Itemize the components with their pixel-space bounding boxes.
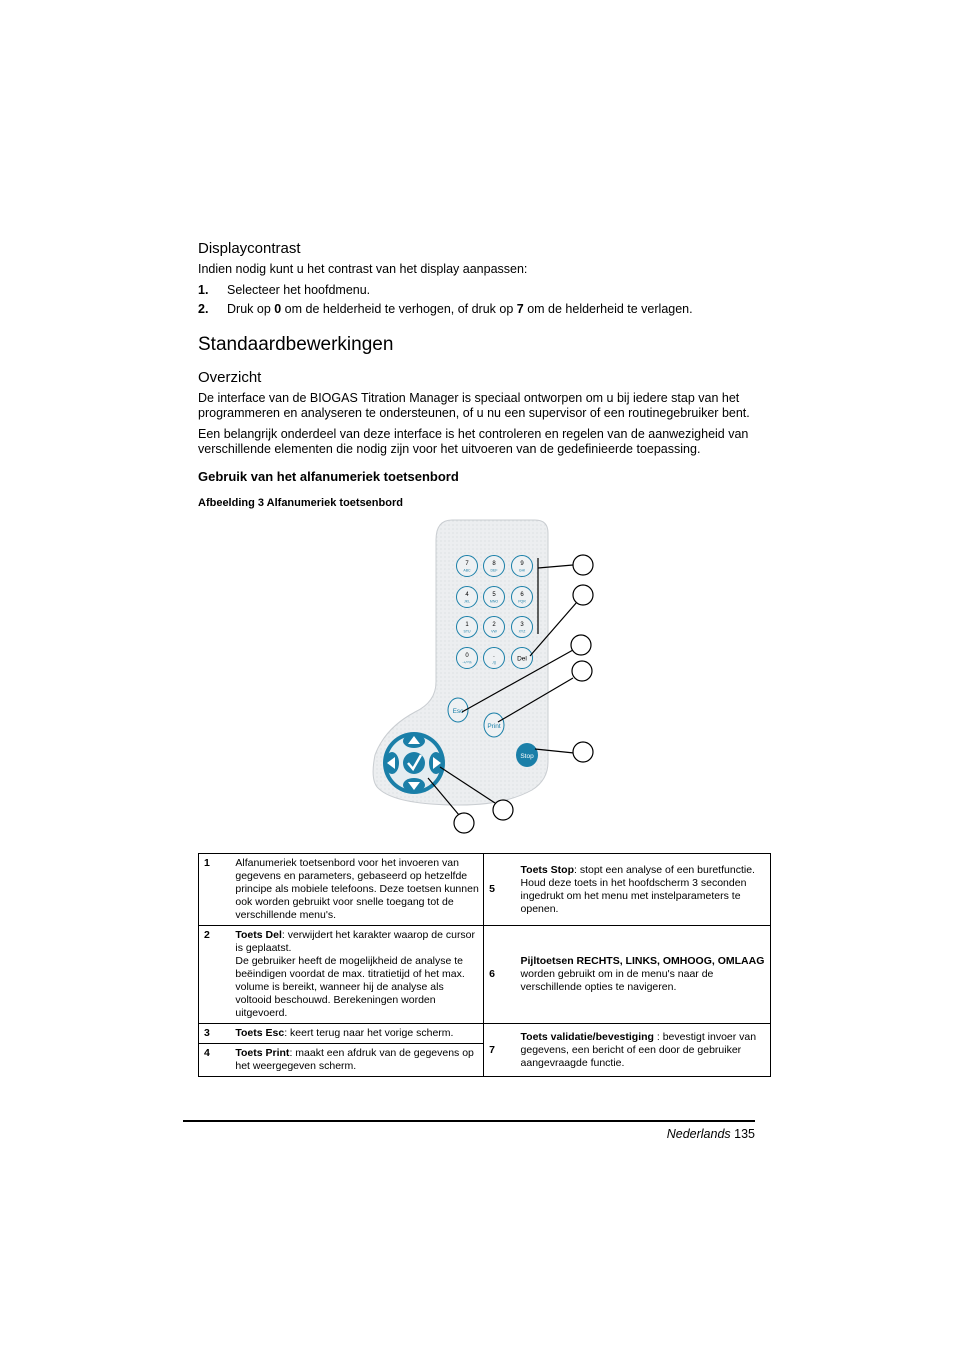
- subheading-overzicht: Overzicht: [198, 369, 262, 386]
- key-main-label: 6: [520, 592, 524, 598]
- key-sub-label: PQR: [518, 599, 526, 604]
- step-2: [198, 302, 758, 318]
- key-main-label: 2: [492, 622, 496, 628]
- legend-num: 5: [484, 854, 513, 926]
- legend-row: [199, 854, 771, 926]
- arrow-pad[interactable]: [383, 732, 445, 794]
- key-sub-label: JKL: [463, 599, 471, 604]
- legend-row: [199, 1024, 771, 1044]
- key-main-label: 4: [465, 592, 469, 598]
- callout-4: [572, 661, 592, 681]
- step-number: 2.: [198, 302, 209, 316]
- key-main-label: 1: [465, 622, 469, 628]
- key-sub-label: STU: [463, 629, 471, 634]
- callout-6: [493, 800, 513, 820]
- key-7[interactable]: [457, 617, 478, 638]
- esc-key-label: Esc: [452, 708, 464, 715]
- key-main-label: 3: [520, 622, 524, 628]
- key-sub-label: -+/=%: [462, 660, 472, 665]
- keyboard-heading: Gebruik van het alfanumeriek toetsenbord: [198, 469, 459, 484]
- legend-num: 4: [199, 1044, 228, 1077]
- step-1: [198, 283, 758, 299]
- print-key[interactable]: [484, 713, 504, 737]
- figure-caption: Afbeelding 3 Alfanumeriek toetsenbord: [198, 497, 403, 509]
- key-seven: 7: [516, 302, 524, 316]
- callout-1: [573, 555, 593, 575]
- section-heading-displaycontrast: Displaycontrast: [198, 240, 301, 257]
- contrast-intro: Indien nodig kunt u het contrast van het display aanpassen:: [198, 262, 528, 276]
- key-sub-label: ABC: [463, 568, 471, 573]
- key-sub-label: VW: [491, 629, 497, 634]
- footer-rule: [183, 1120, 755, 1122]
- key-main-label: 9: [520, 561, 524, 567]
- key-main-label: 0: [465, 653, 469, 659]
- confirm-key[interactable]: [403, 752, 425, 774]
- key-main-label: 7: [465, 561, 469, 567]
- legend-text: Alfanumeriek toetsenbord voor het invoeren van gegevens en parameters, gebaseerd op hetzelfde principe als mobiele telefoons. Deze toetsen kunnen ook worden gebruikt voor snelle toegang tot de verschillende menu's.: [227, 854, 483, 926]
- legend-num: 1: [199, 854, 228, 926]
- key-main-label: 5: [492, 592, 496, 598]
- legend-text: Toets Del: verwijdert het karakter waarop de cursor is geplaatst. De gebruiker heeft de mogelijkheid de analyse te beëindigen voordat de max. titratietijd of het max. volume is bereikt, wanneer hij de analyse als voltooid beschouwd. Berekeningen worden uitgevoerd.: [227, 926, 483, 1024]
- step-number: 1.: [198, 283, 209, 297]
- key-2[interactable]: [484, 556, 505, 577]
- legend-num: 2: [199, 926, 228, 1024]
- section-heading-standaardbewerkingen: Standaardbewerkingen: [198, 334, 394, 355]
- callout-2: [573, 585, 593, 605]
- key-sub-label: DEF: [490, 568, 498, 573]
- key-sub-label: MNO: [489, 599, 499, 604]
- key-12[interactable]: [512, 648, 533, 669]
- legend-text: Pijltoetsen RECHTS, LINKS, OMHOOG, OMLAAG worden gebruikt om in de menu's naar de verschillende opties te navigeren.: [513, 926, 771, 1024]
- footer-language: Nederlands: [666, 1127, 731, 1141]
- legend-table: [198, 853, 771, 1077]
- legend-num: 3: [199, 1024, 228, 1044]
- key-zero: 0: [274, 302, 282, 316]
- key-main-label: .: [493, 653, 495, 659]
- step-text: Druk op 0 om de helderheid te verhogen, of druk op 7 om de helderheid te verlagen.: [227, 302, 693, 316]
- key-main-label: Del: [517, 655, 527, 663]
- stop-key[interactable]: [516, 743, 538, 767]
- key-11[interactable]: [484, 648, 505, 669]
- legend-num: 6: [484, 926, 513, 1024]
- key-main-label: 8: [492, 561, 496, 567]
- key-sub-label: GHI: [518, 568, 526, 573]
- overview-paragraph-1: De interface van de BIOGAS Titration Manager is speciaal ontworpen om u bij iedere stap van het programmeren en analyseren te ondersteunen, of u nu een supervisor of een routinegebruiker bent.: [198, 391, 750, 420]
- stop-key-label: Stop: [520, 753, 534, 760]
- legend-text: Toets Stop: stopt een analyse of een buretfunctie. Houd deze toets in het hoofdscherm 3 seconden ingedrukt om het menu met instelparameters te openen.: [513, 854, 771, 926]
- key-6[interactable]: [512, 587, 533, 608]
- print-key-label: Print: [487, 723, 501, 730]
- legend-text: Toets Esc: keert terug naar het vorige scherm.: [227, 1024, 483, 1044]
- callout-5: [573, 742, 593, 762]
- page-footer: [667, 1127, 755, 1141]
- key-5[interactable]: [484, 587, 505, 608]
- keypad-figure: [360, 512, 620, 837]
- key-8[interactable]: [484, 617, 505, 638]
- key-10[interactable]: [457, 648, 478, 669]
- key-9[interactable]: [512, 617, 533, 638]
- key-4[interactable]: [457, 587, 478, 608]
- legend-text: Toets Print: maakt een afdruk van de gegevens op het weergegeven scherm.: [227, 1044, 483, 1077]
- legend-row: [199, 926, 771, 1024]
- legend-text: Toets validatie/bevestiging : bevestigt invoer van gegevens, een bericht of een door de gebruiker aangevraagde functie.: [513, 1024, 771, 1077]
- page-number: 135: [734, 1127, 755, 1141]
- key-3[interactable]: [512, 556, 533, 577]
- overview-paragraph-2: Een belangrijk onderdeel van deze interface is het controleren en regelen van de aanwezigheid van verschillende elementen die nodig zijn voor het uitvoeren van de gedefinieerde toepassing.: [198, 427, 749, 456]
- callout-3: [571, 635, 591, 655]
- key-sub-label: XYZ: [518, 629, 526, 634]
- legend-num: 7: [484, 1024, 513, 1077]
- key-1[interactable]: [457, 556, 478, 577]
- key-sub-label: ,/(): [491, 660, 497, 665]
- step-text: Selecteer het hoofdmenu.: [227, 283, 371, 297]
- callout-7: [454, 813, 474, 833]
